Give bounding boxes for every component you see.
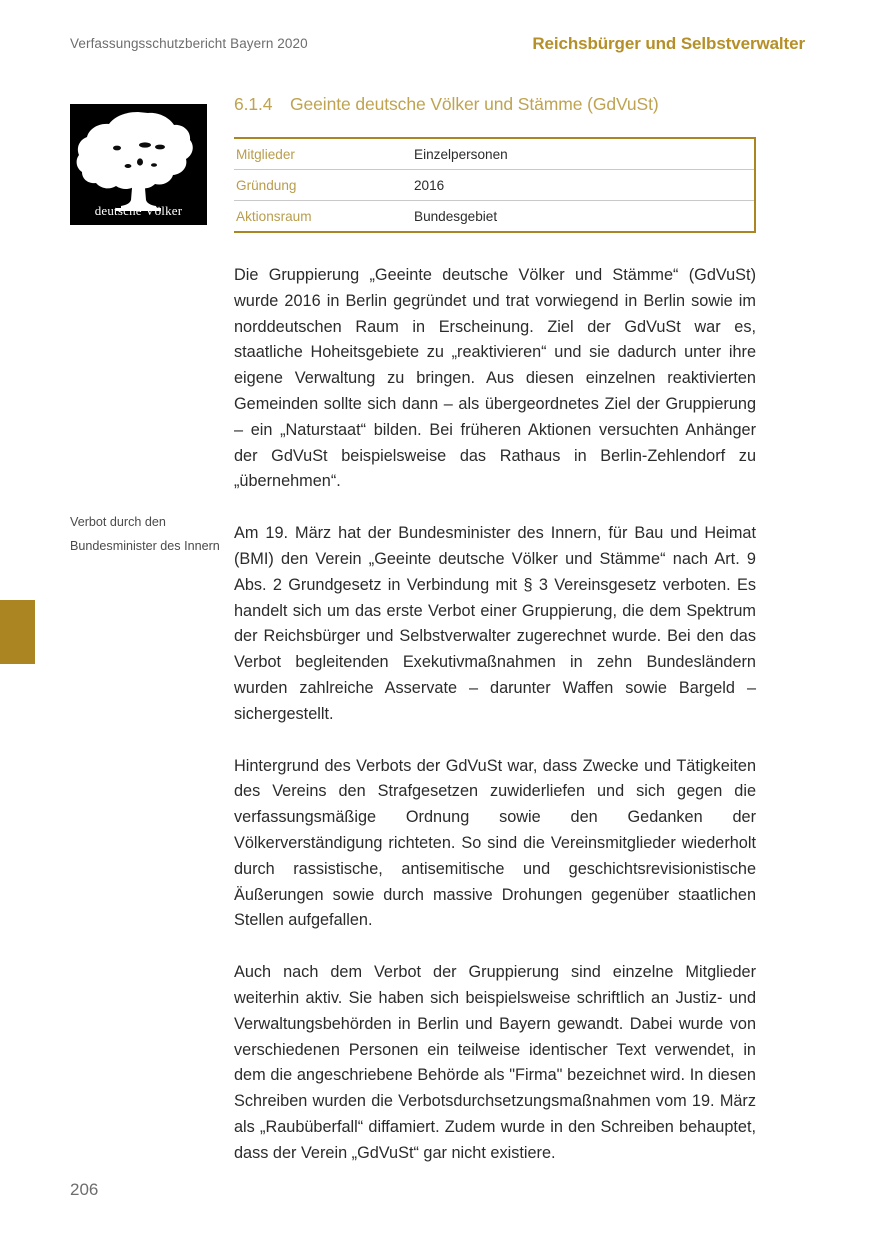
fact-value: Einzelpersonen <box>414 146 508 162</box>
margin-note: Verbot durch den Bundesminister des Innern <box>70 515 220 553</box>
organisation-logo <box>70 104 207 225</box>
paragraph: Die Gruppierung „Geeinte deutsche Völker und Stämme“ (GdVuSt) wurde 2016 in Berlin gegründet und trat vorwiegend in Berlin sowie im norddeutschen Raum in Erscheinung. Ziel der GdVuSt war es, staatliche Hoheitsgebiete zu „reaktivieren“ und sie dadurch unter ihre eigene Verwaltung zu bringen. Aus diesen einzelnen reaktivierten Gemeinden sollte sich dann – als übergeordnetes Ziel der Gruppierung – ein „Naturstaat“ bilden. Bei früheren Aktionen versuchten Anhänger der GdVuSt beispielsweise das Rathaus in Berlin-Zehlendorf zu „übernehmen“. <box>234 266 756 491</box>
paragraph: Auch nach dem Verbot der Gruppierung sind einzelne Mitglieder weiterhin aktiv. Sie haben sich beispielsweise schriftlich an Justiz- und Verwaltungsbehörden in Berlin und Bayern gewandt. Dabei wurde von verschiedenen Personen ein teilweise identischer Text verwendet, in dem die angeschriebene Behörde als "Firma" bezeichnet wird. In diesen Schreiben wurden die Verbotsdurchsetzungsmaßnahmen vom 19. März als „Raubüberfall“ diffamiert. Zudem wurde in den Schreiben behauptet, dass der Verein „GdVuSt“ gar nicht existiere. <box>234 963 756 1162</box>
fact-table <box>234 137 756 233</box>
fact-table-body <box>234 138 755 232</box>
table-row <box>234 201 755 233</box>
paragraph: Hintergrund des Verbots der GdVuSt war, dass Zwecke und Tätigkeiten des Vereins den Strafgesetzen zuwiderliefen und sich gegen die verfassungsmäßige Ordnung sowie den Gedanken der Völkerverständigung richteten. So sind die Vereinsmitglieder wiederholt durch rassistische, antisemitische und geschichtsrevisionistische Äußerungen sowie durch massive Drohungen gegenüber staatlichen Stellen aufgefallen. <box>234 756 756 930</box>
logo-caption: deutsche Völker <box>94 203 183 218</box>
section-number: 6.1.4 <box>234 94 273 114</box>
running-head-chapter-title: Reichsbürger und Selbstverwalter <box>532 34 805 53</box>
chapter-thumb-tab <box>0 600 35 664</box>
fact-label: Mitglieder <box>236 146 295 162</box>
section-title: Geeinte deutsche Völker und Stämme (GdVuSt) <box>290 94 659 114</box>
body-copy <box>234 263 756 1167</box>
table-row <box>234 170 755 201</box>
running-head-report-title: Verfassungsschutzbericht Bayern 2020 <box>70 36 308 51</box>
section-heading <box>234 94 756 115</box>
content-column <box>234 94 756 1167</box>
page-number: 206 <box>70 1180 99 1199</box>
table-row <box>234 138 755 170</box>
fact-label: Aktionsraum <box>234 201 414 233</box>
running-head <box>70 36 805 56</box>
fact-value: 2016 <box>414 170 755 201</box>
paragraph: Am 19. März hat der Bundesminister des Innern, für Bau und Heimat (BMI) den Verein „Geeinte deutsche Völker und Stämme“ nach Art. 9 Abs. 2 Grundgesetz in Verbindung mit § 3 Vereinsgesetz verboten. Es handelt sich um das erste Verbot einer Gruppierung, die dem Spektrum der Reichsbürger und Selbstverwalter zugerechnet wurde. Bei den das Verbot begleitenden Exekutivmaßnahmen in zehn Bundesländern wurden zahlreiche Asservate – darunter Waffen sowie Bargeld – sichergestellt. <box>234 524 756 723</box>
fact-label: Gründung <box>234 170 414 201</box>
fact-value: Bundesgebiet <box>414 201 755 233</box>
